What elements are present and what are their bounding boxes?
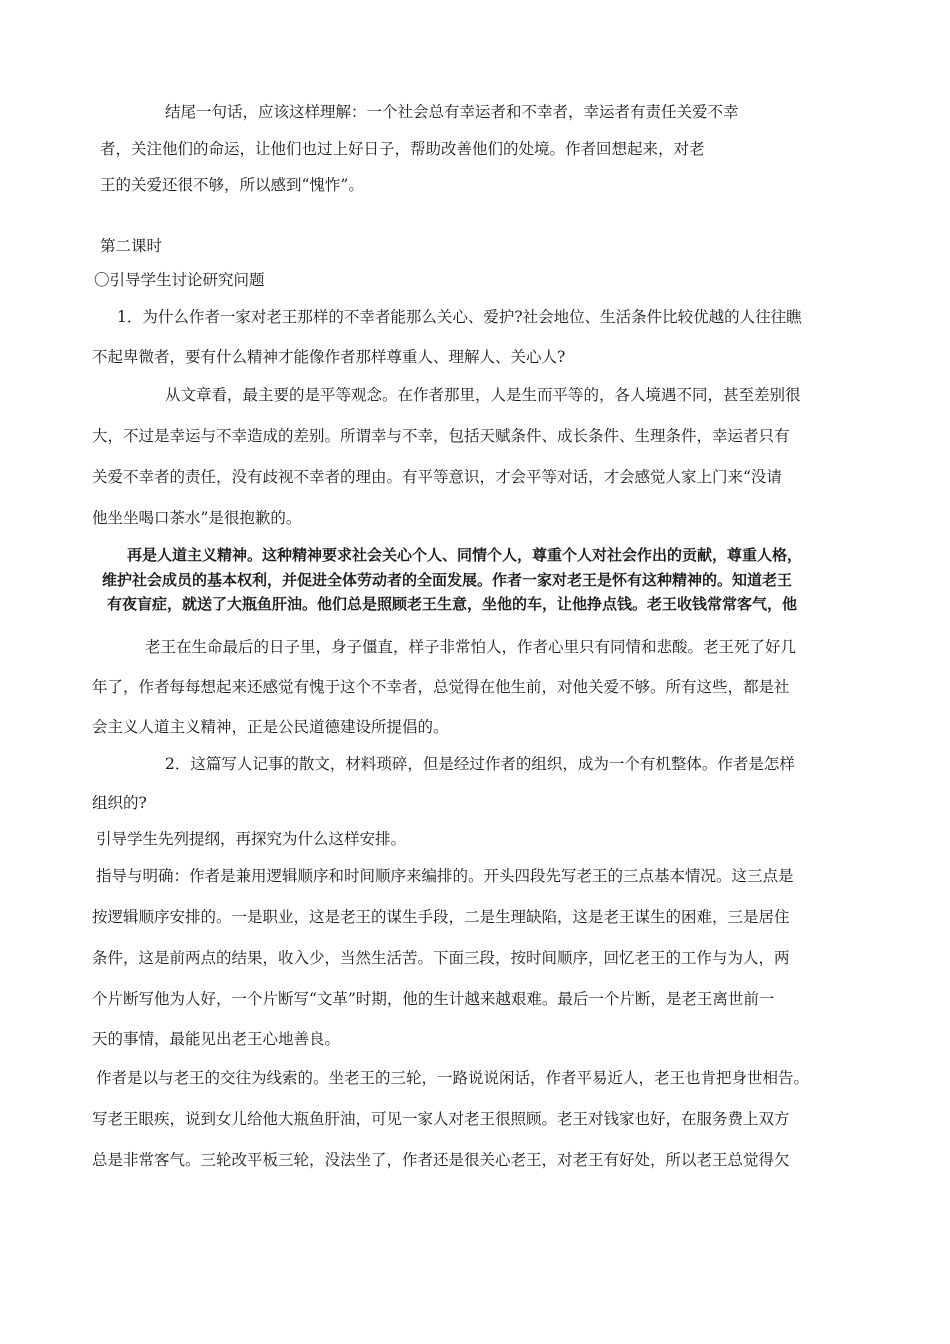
paragraph-line: 老王在生命最后的日子里，身子僵直，样子非常怕人，作者心里只有同情和悲酸。老王死了好几 — [145, 638, 797, 656]
paragraph-line: 他坐坐喝口茶水”是很抱歉的。 — [92, 509, 302, 527]
paragraph-line: 年了，作者每每想起来还感觉有愧于这个不幸者，总觉得在他生前，对他关爱不够。所有这些，都是社 — [92, 678, 790, 696]
question-line: 1．为什么作者一家对老王那样的不幸者能那么关心、爱护?社会地位、生活条件比较优越的人往往瞧 — [117, 308, 802, 326]
paragraph-line: 关爱不幸者的责任，没有歧视不幸者的理由。有平等意识，才会平等对话，才会感觉人家上门来“没请 — [92, 468, 782, 486]
question-line: 2．这篇写人记事的散文，材料琐碎，但是经过作者的组织，成为一个有机整体。作者是怎样 — [165, 755, 795, 773]
paragraph-line: 引导学生先列提纲，再探究为什么这样安排。 — [96, 830, 407, 848]
paragraph-line: 写老王眼疾，说到女儿给他大瓶鱼肝油，可见一家人对老王很照顾。老王对钱家也好，在服务费上双方 — [92, 1110, 790, 1128]
paragraph-line: 总是非常客气。三轮改平板三轮，没法坐了，作者还是很关心老王，对老王有好处，所以老王总觉得欠 — [92, 1151, 790, 1169]
question-line: 组织的? — [92, 794, 147, 812]
bold-paragraph-line: 维护社会成员的基本权利，并促进全体劳动者的全面发展。作者一家对老王是怀有这种精神的。知道老王 — [102, 571, 793, 589]
subheading: 〇引导学生讨论研究问题 — [94, 271, 265, 289]
bold-paragraph-line: 有夜盲症，就送了大瓶鱼肝油。他们总是照顾老王生意，坐他的车，让他挣点钱。老王收钱常常客气，他 — [107, 595, 798, 613]
paragraph-line: 作者是以与老王的交往为线索的。坐老王的三轮，一路说说闲话，作者平易近人，老王也肯把身世相告。 — [96, 1069, 810, 1087]
paragraph-line: 按逻辑顺序安排的。一是职业，这是老王的谋生手段，二是生理缺陷，这是老王谋生的困难，三是居住 — [92, 908, 790, 926]
question-line: 不起卑微者，要有什么精神才能像作者那样尊重人、理解人、关心人? — [92, 348, 566, 366]
paragraph-line: 从文章看，最主要的是平等观念。在作者那里，人是生而平等的，各人境遇不同，甚至差别很 — [165, 386, 801, 404]
bold-paragraph-line: 再是人道主义精神。这种精神要求社会关心个人、同情个人，尊重个人对社会作出的贡献，尊重人格， — [127, 546, 803, 564]
paragraph-line: 王的关爱还很不够，所以感到“愧怍”。 — [100, 176, 364, 194]
section-heading: 第二课时 — [100, 237, 163, 255]
paragraph-line: 天的事情，最能见出老王心地善良。 — [92, 1030, 341, 1048]
paragraph-line: 大，不过是幸运与不幸造成的差别。所谓幸与不幸，包括天赋条件、成长条件、生理条件，幸运者只有 — [92, 427, 790, 445]
paragraph-line: 会主义人道主义精神，正是公民道德建设所提倡的。 — [92, 718, 449, 736]
paragraph-line: 指导与明确：作者是兼用逻辑顺序和时间顺序来编排的。开头四段先写老王的三点基本情况。这三点是 — [96, 867, 794, 885]
paragraph-line: 个片断写他为人好，一个片断写“文革”时期，他的生计越来越艰难。最后一个片断，是老王离世前一 — [92, 990, 775, 1008]
paragraph-line: 条件，这是前两点的结果，收入少，当然生活苦。下面三段，按时间顺序，回忆老王的工作与为人，两 — [92, 949, 790, 967]
paragraph-line: 者，关注他们的命运，让他们也过上好日子，帮助改善他们的处境。作者回想起来，对老 — [100, 140, 705, 158]
paragraph-line: 结尾一句话，应该这样理解：一个社会总有幸运者和不幸者，幸运者有责任关爱不幸 — [165, 103, 739, 121]
